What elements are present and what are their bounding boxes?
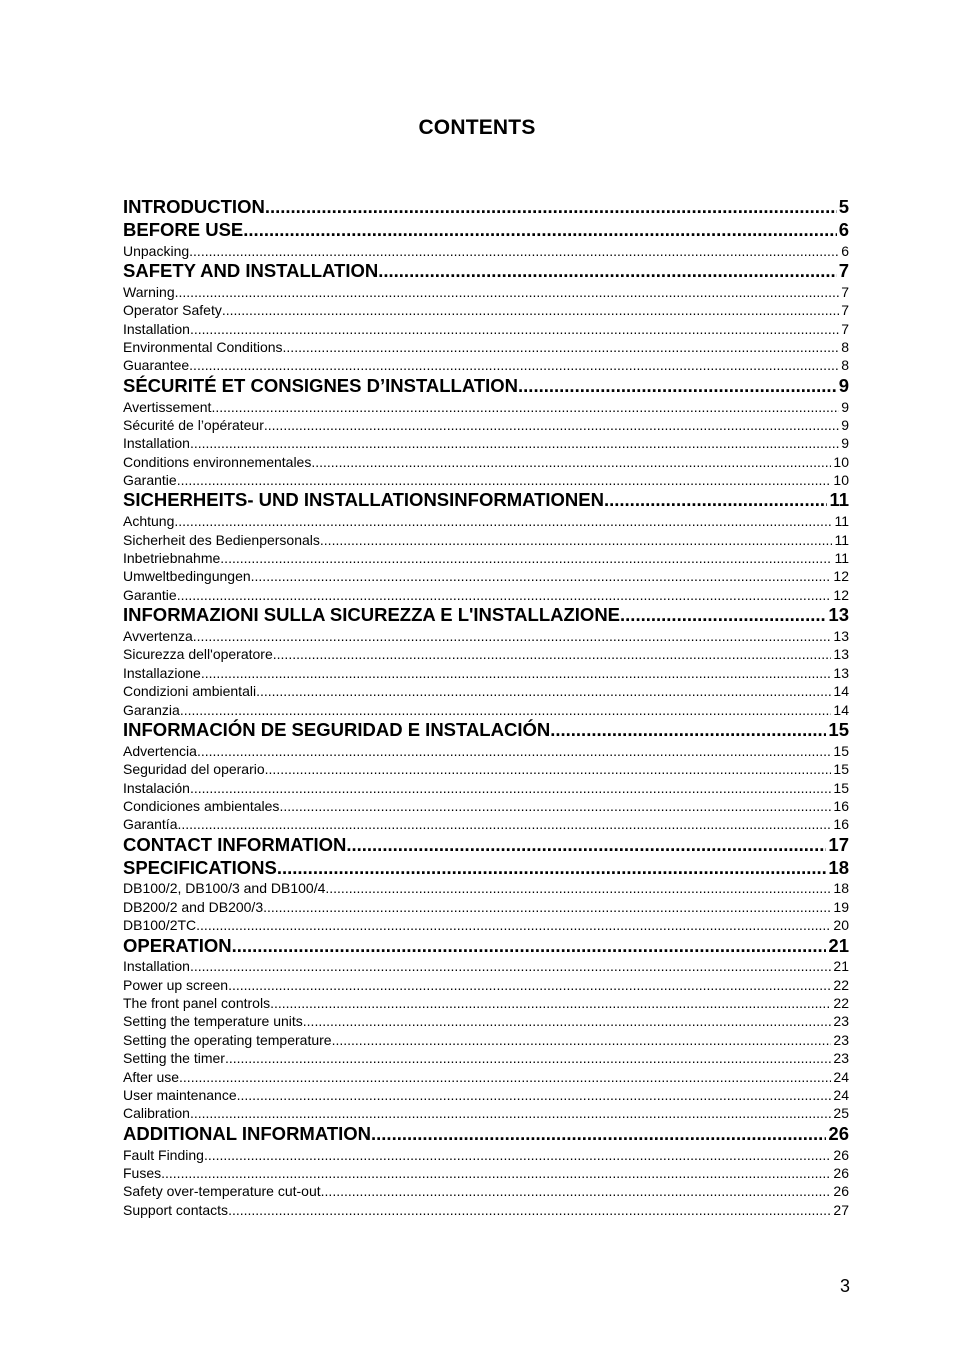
toc-section-entry[interactable] <box>123 604 849 627</box>
toc-entry-page: 9 <box>841 416 849 433</box>
toc-subsection-entry[interactable] <box>123 283 849 301</box>
toc-entry-label: Setting the operating temperature <box>123 1031 332 1048</box>
dot-leader <box>371 1123 826 1146</box>
dot-leader <box>265 196 837 219</box>
toc-entry-page: 12 <box>833 568 849 585</box>
dot-leader <box>222 301 839 319</box>
toc-subsection-entry[interactable] <box>123 760 849 778</box>
toc-subsection-entry[interactable] <box>123 742 849 760</box>
toc-entry-page: 10 <box>833 472 849 489</box>
toc-subsection-entry[interactable] <box>123 512 849 530</box>
toc-entry-page: 16 <box>833 797 849 814</box>
dot-leader <box>273 645 832 663</box>
toc-entry-label: Avertissement <box>123 398 212 415</box>
toc-subsection-entry[interactable] <box>123 1049 849 1067</box>
toc-entry-page: 24 <box>833 1068 849 1085</box>
toc-entry-page: 26 <box>833 1165 849 1181</box>
toc-entry-label: Fuses <box>123 1165 162 1181</box>
dot-leader <box>175 283 840 301</box>
toc-subsection-entry[interactable] <box>123 815 849 833</box>
toc-section-entry[interactable] <box>123 719 849 742</box>
toc-entry-label: SPECIFICATIONS <box>123 856 277 878</box>
toc-entry-label: SÉCURITÉ ET CONSIGNES D’INSTALLATION <box>123 374 519 396</box>
toc-entry-page: 11 <box>834 550 849 567</box>
toc-entry-label: Conditions environnementales <box>123 453 312 470</box>
toc-entry-label: Guarantee <box>123 357 190 374</box>
dot-leader <box>193 627 832 645</box>
toc-subsection-entry[interactable] <box>123 1201 849 1219</box>
toc-subsection-entry[interactable] <box>123 416 849 434</box>
toc-entry-label: Umweltbedingungen <box>123 568 251 585</box>
toc-entry-label: CONTACT INFORMATION <box>123 833 347 855</box>
toc-subsection-entry[interactable] <box>123 531 849 549</box>
dot-leader <box>518 375 837 398</box>
toc-entry-page: 20 <box>833 917 849 934</box>
dot-leader <box>211 398 839 416</box>
toc-subsection-entry[interactable] <box>123 398 849 416</box>
toc-entry-page: 15 <box>833 761 849 778</box>
toc-entry-page: 15 <box>833 779 849 796</box>
toc-subsection-entry[interactable] <box>123 957 849 975</box>
toc-subsection-entry[interactable] <box>123 1164 849 1182</box>
toc-subsection-entry[interactable] <box>123 701 849 719</box>
dot-leader <box>550 719 826 742</box>
toc-section-entry[interactable] <box>123 834 849 857</box>
toc-subsection-entry[interactable] <box>123 471 849 489</box>
toc-entry-page: 8 <box>841 357 849 374</box>
toc-entry-label: Safety over-temperature cut-out <box>123 1183 321 1200</box>
toc-section-entry[interactable] <box>123 260 849 283</box>
toc-entry-page: 6 <box>838 218 849 240</box>
dot-leader <box>264 416 839 434</box>
toc-subsection-entry[interactable] <box>123 320 849 338</box>
toc-entry-label: Environmental Conditions <box>123 338 283 355</box>
dot-leader <box>321 1182 832 1200</box>
dot-leader <box>180 701 832 719</box>
dot-leader <box>346 834 826 857</box>
dot-leader <box>204 1146 831 1164</box>
toc-entry-label: Installazione <box>123 664 201 681</box>
dot-leader <box>232 935 827 958</box>
toc-subsection-entry[interactable] <box>123 627 849 645</box>
toc-subsection-entry[interactable] <box>123 356 849 374</box>
toc-subsection-entry[interactable] <box>123 916 849 934</box>
toc-entry-label: Achtung <box>123 513 175 530</box>
dot-leader <box>303 1012 832 1030</box>
toc-subsection-entry[interactable] <box>123 797 849 815</box>
toc-entry-label: Instalación <box>123 779 190 796</box>
toc-entry-page: 26 <box>828 1122 849 1144</box>
toc-subsection-entry[interactable] <box>123 567 849 585</box>
toc-entry-label: The front panel controls <box>123 995 271 1012</box>
dot-leader <box>251 567 832 585</box>
toc-entry-label: INTRODUCTION <box>123 196 265 217</box>
toc-section-entry[interactable] <box>123 935 849 958</box>
toc-entry-page: 24 <box>833 1087 849 1104</box>
toc-entry-page: 11 <box>834 513 849 530</box>
toc-subsection-entry[interactable] <box>123 1031 849 1049</box>
toc-entry-page: 15 <box>828 718 849 740</box>
toc-entry-label: SAFETY AND INSTALLATION <box>123 259 379 281</box>
toc-entry-label: Garantie <box>123 472 177 489</box>
dot-leader <box>225 1049 831 1067</box>
toc-entry-label: INFORMAZIONI SULLA SICUREZZA E L'INSTALLAZIONE <box>123 604 621 626</box>
toc-subsection-entry[interactable] <box>123 1104 849 1122</box>
toc-entry-label: Operator Safety <box>123 302 222 319</box>
toc-subsection-entry[interactable] <box>123 1182 849 1200</box>
toc-entry-page: 7 <box>841 283 849 300</box>
toc-entry-page: 14 <box>833 683 849 700</box>
toc-subsection-entry[interactable] <box>123 1146 849 1164</box>
toc-subsection-entry[interactable] <box>123 453 849 471</box>
dot-leader <box>228 1201 831 1219</box>
dot-leader <box>283 338 840 356</box>
dot-leader <box>604 489 827 512</box>
dot-leader <box>325 879 831 897</box>
toc-entry-page: 25 <box>833 1105 849 1122</box>
toc-entry-page: 19 <box>833 898 849 915</box>
toc-entry-page: 27 <box>833 1201 849 1218</box>
page-number: 3 <box>839 1276 850 1296</box>
toc-entry-label: Unpacking <box>123 242 190 259</box>
toc-entry-label: Advertencia <box>123 742 197 759</box>
toc-entry-page: 7 <box>838 259 849 281</box>
toc-entry-page: 22 <box>833 995 849 1012</box>
dot-leader <box>190 779 831 797</box>
dot-leader <box>161 1164 831 1182</box>
toc-entry-label: Calibration <box>123 1105 190 1122</box>
toc-entry-page: 10 <box>833 453 849 470</box>
toc-subsection-entry[interactable] <box>123 586 849 604</box>
dot-leader <box>197 742 831 760</box>
toc-subsection-entry[interactable] <box>123 994 849 1012</box>
toc-entry-label: Garanzia <box>123 701 180 718</box>
dot-leader <box>196 916 831 934</box>
toc-entry-label: Seguridad del operario <box>123 761 265 778</box>
dot-leader <box>177 586 832 604</box>
toc-entry-page: 22 <box>833 976 849 993</box>
toc-entry-page: 26 <box>833 1183 849 1200</box>
toc-entry-page: 13 <box>833 628 849 645</box>
toc-entry-label: Sicherheit des Bedienpersonals <box>123 531 320 548</box>
toc-entry-label: Avvertenza <box>123 628 193 645</box>
toc-subsection-entry[interactable] <box>123 1012 849 1030</box>
toc-entry-label: User maintenance <box>123 1087 237 1104</box>
toc-subsection-entry[interactable] <box>123 301 849 319</box>
toc-entry-label: Condiciones ambientales <box>123 797 280 814</box>
dot-leader <box>177 815 831 833</box>
dot-leader <box>320 531 833 549</box>
toc-entry-page: 18 <box>828 856 849 878</box>
toc-entry-page: 13 <box>833 664 849 681</box>
toc-entry-page: 5 <box>838 196 849 217</box>
toc-entry-page: 21 <box>828 934 849 956</box>
dot-leader <box>179 1068 831 1086</box>
toc-entry-page: 23 <box>833 1031 849 1048</box>
toc-entry-page: 13 <box>828 604 849 626</box>
toc-entry-page: 21 <box>833 958 849 975</box>
toc-entry-label: Installation <box>123 435 190 452</box>
toc-entry-page: 26 <box>833 1146 849 1163</box>
toc-entry-page: 18 <box>833 880 849 897</box>
toc-entry-label: DB200/2 and DB200/3 <box>123 898 264 915</box>
toc-entry-label: Power up screen <box>123 976 229 993</box>
toc-entry-label: After use <box>123 1068 180 1085</box>
toc-entry-page: 7 <box>841 320 849 337</box>
dot-leader <box>201 664 832 682</box>
toc-entry-label: Condizioni ambientali <box>123 683 257 700</box>
toc-entry-label: Inbetriebnahme <box>123 550 221 567</box>
dot-leader <box>190 434 839 452</box>
dot-leader <box>332 1031 832 1049</box>
toc-section-entry[interactable] <box>123 1123 849 1146</box>
dot-leader <box>620 604 826 627</box>
toc-subsection-entry[interactable] <box>123 434 849 452</box>
toc-entry-label: Fault Finding <box>123 1146 204 1163</box>
toc-entry-page: 14 <box>833 701 849 718</box>
toc-entry-label: Garantie <box>123 586 177 603</box>
toc-entry-label: SICHERHEITS- UND INSTALLATIONSINFORMATIONEN <box>123 489 604 511</box>
toc-subsection-entry[interactable] <box>123 1086 849 1104</box>
toc-entry-page: 23 <box>833 1050 849 1067</box>
dot-leader <box>177 471 832 489</box>
toc-subsection-entry[interactable] <box>123 682 849 700</box>
toc-subsection-entry[interactable] <box>123 898 849 916</box>
toc-entry-label: Warning <box>123 283 175 300</box>
dot-leader <box>270 994 831 1012</box>
toc-entry-label: ADDITIONAL INFORMATION <box>123 1122 372 1144</box>
toc-entry-label: BEFORE USE <box>123 218 244 240</box>
toc-entry-label: Installation <box>123 958 190 975</box>
dot-leader <box>220 549 832 567</box>
toc-entry-page: 13 <box>833 646 849 663</box>
toc-entry-label: DB100/2TC <box>123 917 197 934</box>
table-of-contents <box>123 196 849 1219</box>
dot-leader <box>378 260 836 283</box>
toc-section-entry[interactable] <box>123 375 849 398</box>
toc-entry-label: Garantía <box>123 816 178 833</box>
toc-entry-page: 8 <box>841 338 849 355</box>
dot-leader <box>190 320 839 338</box>
dot-leader <box>265 760 832 778</box>
toc-entry-label: INFORMACIÓN DE SEGURIDAD E INSTALACIÓN <box>123 718 551 740</box>
toc-section-entry[interactable] <box>123 219 849 242</box>
toc-entry-label: Setting the temperature units <box>123 1013 303 1030</box>
toc-entry-page: 9 <box>841 435 849 452</box>
dot-leader <box>190 957 831 975</box>
toc-entry-page: 9 <box>841 398 849 415</box>
toc-entry-page: 23 <box>833 1013 849 1030</box>
dot-leader <box>243 219 836 242</box>
dot-leader <box>256 682 831 700</box>
dot-leader <box>228 976 831 994</box>
toc-entry-page: 15 <box>833 742 849 759</box>
dot-leader <box>279 797 831 815</box>
toc-subsection-entry[interactable] <box>123 242 849 260</box>
dot-leader <box>237 1086 832 1104</box>
dot-leader <box>311 453 831 471</box>
toc-section-entry[interactable] <box>123 196 849 219</box>
toc-entry-label: Installation <box>123 320 190 337</box>
dot-leader <box>277 857 827 880</box>
toc-entry-page: 7 <box>841 302 849 319</box>
toc-entry-page: 12 <box>833 586 849 603</box>
toc-entry-page: 11 <box>829 489 849 511</box>
toc-subsection-entry[interactable] <box>123 976 849 994</box>
dot-leader <box>263 898 831 916</box>
dot-leader <box>190 1104 831 1122</box>
toc-entry-label: Sicurezza dell'operatore <box>123 646 273 663</box>
toc-section-entry[interactable] <box>123 489 849 512</box>
toc-subsection-entry[interactable] <box>123 645 849 663</box>
toc-entry-page: 6 <box>841 242 849 259</box>
toc-subsection-entry[interactable] <box>123 664 849 682</box>
toc-entry-label: Sécurité de l’opérateur <box>123 416 264 433</box>
toc-subsection-entry[interactable] <box>123 338 849 356</box>
dot-leader <box>189 356 839 374</box>
dot-leader <box>174 512 832 530</box>
page-title: CONTENTS <box>418 116 536 139</box>
toc-entry-page: 17 <box>828 833 849 855</box>
toc-subsection-entry[interactable] <box>123 1068 849 1086</box>
dot-leader <box>189 242 839 260</box>
toc-subsection-entry[interactable] <box>123 879 849 897</box>
toc-entry-label: DB100/2, DB100/3 and DB100/4 <box>123 880 326 897</box>
toc-entry-label: OPERATION <box>123 934 232 956</box>
toc-entry-label: Setting the timer <box>123 1050 225 1067</box>
toc-subsection-entry[interactable] <box>123 549 849 567</box>
toc-entry-page: 9 <box>838 374 849 396</box>
toc-entry-page: 16 <box>833 816 849 833</box>
toc-subsection-entry[interactable] <box>123 779 849 797</box>
toc-entry-label: Support contacts <box>123 1201 229 1218</box>
toc-section-entry[interactable] <box>123 857 849 880</box>
toc-entry-page: 11 <box>834 531 849 548</box>
